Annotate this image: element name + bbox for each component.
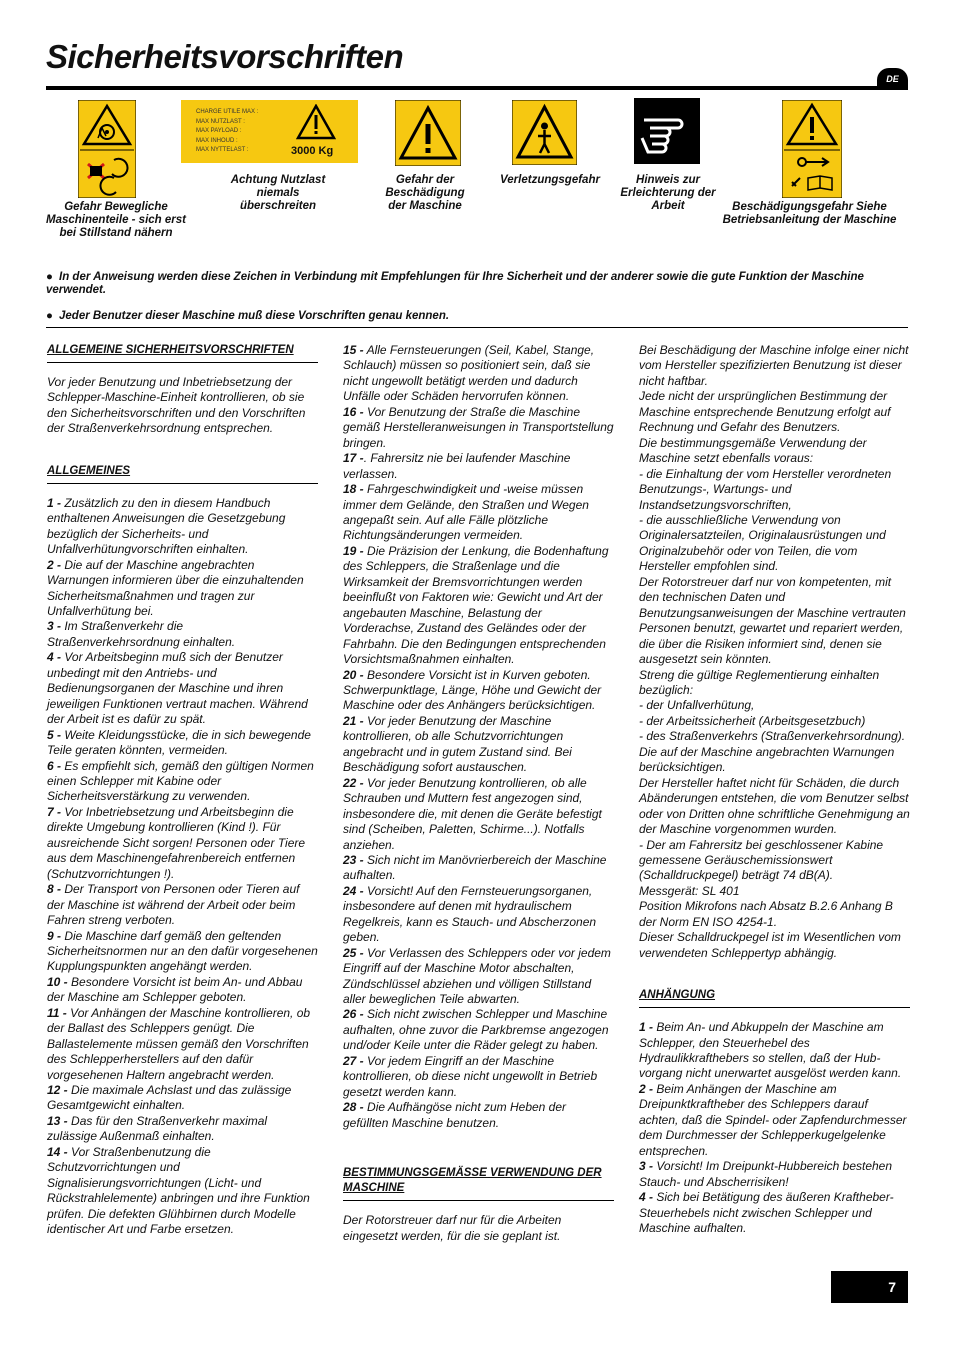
list-item: 19 - Die Präzision der Lenkung, die Bodenhaftung des Schleppers, die Straßenlage und die Wirksamkeit der Bremsvorrichtungen werden beeinflußt von Faktoren wie: Gewicht und Art der angebauten Maschine, Belastung der Vorderachse, Zustand des Geländes oder der Fahrbahn. Die den Bedingungen entsprechenden Vorsichtsmaßnahmen einhalten. xyxy=(343,543,609,667)
list-item: 28 - Die Aufhängöse nicht zum Heben der gefüllten Maschine benutzen. xyxy=(343,1100,567,1130)
intro-bullet xyxy=(46,271,906,297)
list-item: 26 - Sich nicht zwischen Schlepper und Maschine aufhalten, ohne zuvor die Parkbremse angezogen und/oder Keile unter die Räder gelegt zu haben. xyxy=(343,1007,609,1053)
paragraph: - der Unfallverhütung, xyxy=(639,698,755,713)
paragraph: - die Einhaltung der vom Hersteller verordneten Benutzungs-, Wartungs- und Instandsetzungsvorschriften, xyxy=(639,466,892,512)
list-item: 17 -. Fahrersitz nie bei laufender Maschine verlassen. xyxy=(343,451,571,481)
injury-warning-icon xyxy=(512,100,577,165)
paragraph: Die auf der Maschine angebrachten Warnungen berücksichtigen. xyxy=(639,744,895,775)
paragraph: - der Arbeitssicherheit (Arbeitsgesetzbuch) xyxy=(639,713,866,728)
section-heading: BESTIMMUNGSGEMÄSSE VERWENDUNG DER MASCHINE xyxy=(343,1166,614,1201)
moving-parts-warning-icon xyxy=(78,100,136,198)
paragraph: Der Hersteller haftet nicht für Schäden, die durch Abänderungen entstehen, die vom Benutzer selbst oder von Dritten ohne schriftliche Genehmigung an der Maschine vorgenommen wurden. xyxy=(639,775,910,837)
sign-moving-parts xyxy=(78,100,136,198)
list-item: 22 - Vor jeder Benutzung kontrollieren, ob alle Schrauben und Muttern fest angezogen sind, insbesondere die, mit denen die Geräte befestigt sind (Scheiben, Paletten, Schirme...). Notfalls anziehen. xyxy=(343,775,602,852)
list-item: 23 - Sich nicht im Manövrierbereich der Maschine aufhalten. xyxy=(343,852,607,883)
paragraph: Messgerät: SL 401 xyxy=(639,883,740,898)
intro-bullet xyxy=(46,310,906,323)
list-item: 2 - Die auf der Maschine angebrachten Warnungen informieren über die einzuhaltenden Sicherheitsmaßnahmen und tragen zur Unfallverhütung bei. xyxy=(47,557,304,618)
payload-line: MAX INHOUD : xyxy=(196,137,238,144)
list-item: 15 - Alle Fernsteuerungen (Seil, Kabel, Stange, Schlauch) müssen so positioniert sein, daß sie nicht ungewollt betätigt werden und dadurch Unfälle oder Schäden hervorrufen können. xyxy=(343,343,595,404)
column-1 xyxy=(47,343,318,1238)
language-badge: DE xyxy=(877,68,908,90)
paragraph: Streng die gültige Reglementierung einhalten bezüglich: xyxy=(639,667,880,697)
list-item: 24 - Vorsicht! Auf den Fernsteuerungsorganen, insbesondere auf denen mit hydraulischem Regelkreis, kann es Stauch- und Abscherzonen geben. xyxy=(343,883,597,945)
sign-injury xyxy=(512,100,577,165)
caption-moving-parts: Gefahr Bewegliche Maschinenteile - sich erst bei Stillstand nähern xyxy=(46,201,186,239)
list-item: 9 - Die Maschine darf gemäß den geltenden Sicherheitsnormen nur an den dafür vorgesehenen Kupplungspunkten angehängt werden. xyxy=(47,928,318,974)
paragraph: - Der am Fahrersitz bei geschlossener Kabine gemessene Geräuschemissionswert (Schalldruckpegel) beträgt 74 dB(A). xyxy=(639,837,884,883)
paragraph: Die bestimmungsgemäße Verwendung der Maschine setzt ebenfalls voraus: xyxy=(639,435,867,466)
intro-text: Jeder Benutzer dieser Maschine muß diese Vorschriften genau kennen. xyxy=(59,310,450,322)
pointing-hand-icon xyxy=(634,98,700,164)
list-item: 20 - Besondere Vorsicht ist in Kurven geboten. Schwerpunktlage, Länge, Höhe und Gewicht der Maschine oder des Anhängers berücksichtigen. xyxy=(343,667,602,713)
paragraph: Der Rotorstreuer darf nur für die Arbeiten eingesetzt werden, für die sie geplant ist. xyxy=(343,1213,562,1243)
title-rule xyxy=(46,86,908,90)
paragraph: - die ausschließliche Verwendung von Originalersatzteilen, Originalausrüstungen und Originalzubehör oder von Teilen, die vom Hersteller empfohlen sind. xyxy=(639,512,886,574)
page-number: 7 xyxy=(831,1271,908,1303)
list-item: 21 - Vor jeder Benutzung der Maschine kontrollieren, ob alle Schutzvorrichtungen angebracht und in gutem Zustand sind. Bei Beschädigung sofort austauschen. xyxy=(343,713,572,775)
section-heading: ALLGEMEINE SICHERHEITSVORSCHRIFTEN xyxy=(47,343,318,363)
list-item: 16 - Vor Benutzung der Straße die Maschine gemäß Herstelleranweisungen in Transportstellung bringen. xyxy=(343,404,614,450)
warning-triangle-icon xyxy=(395,100,461,166)
caption-machine-damage: Gefahr der Beschädigung der Maschine xyxy=(385,174,465,212)
list-item: 27 - Vor jedem Eingriff an der Maschine kontrollieren, ob diese nicht ungewollt in Betrieb gesetzt werden kann. xyxy=(343,1053,598,1099)
payload-label-list xyxy=(196,108,258,156)
page-title: Sicherheitsvorschriften xyxy=(46,38,404,75)
paragraph: Vor jeder Benutzung und Inbetriebsetzung der Schlepper-Maschine-Einheit kontrollieren, ob sie den Sicherheitsvorschriften und den Vorschriften der Straßenverkehrsordnung entsprechen. xyxy=(47,375,306,436)
paragraph: - des Straßenverkehrs (Straßenverkehrsordnung). xyxy=(639,729,906,744)
caption-see-manual: Beschädigungsgefahr Siehe Betriebsanleitung der Maschine xyxy=(722,201,897,226)
list-item: 5 - Weite Kleidungsstücke, die in sich bewegende Teile geraten könnten, vermeiden. xyxy=(47,727,311,758)
list-item: 4 - Vor Arbeitsbeginn muß sich der Benutzer unbedingt mit den Antriebs- und Bedienungsorganen der Maschine und ihren jeweiligen Funktionen vertraut machen. Während der Arbeit ist es dafür zu spät. xyxy=(47,650,308,727)
list-item: 4 - Sich bei Betätigung des äußeren Kraftheber-Steuerhebels nicht zwischen Schlepper und Maschine aufhalten. xyxy=(639,1190,894,1236)
sign-max-payload xyxy=(181,100,358,163)
list-item: 3 - Vorsicht! Im Dreipunkt-Hubbereich bestehen Stauch- und Abscherrisiken! xyxy=(639,1159,893,1189)
paragraph: Der Rotorstreuer darf nur von kompetenten, mit den technischen Daten und Benutzungsanweisungen der Maschine vertrauten Personen benutzt, gewartet und repariert werden, die über die Risiken informiert sind, denen sie ausgesetzt sein könnten. xyxy=(639,574,906,667)
bullet-icon: ● xyxy=(46,271,53,283)
sign-work-hint xyxy=(634,98,700,164)
payload-line: MAX NYTTELAST : xyxy=(196,147,249,153)
list-item: 1 - Zusätzlich zu den in diesem Handbuch enthaltenen Anweisungen die Gesetzgebung bezüglich der Sicherheits- und Unfallverhütungvorschriften einhalten. xyxy=(47,495,286,557)
payload-line: MAX PAYLOAD : xyxy=(196,128,242,134)
section-divider xyxy=(46,327,908,328)
caption-injury: Verletzungsgefahr xyxy=(500,174,600,186)
read-manual-warning-icon xyxy=(782,100,842,198)
list-item: 14 - Vor Straßenbenutzung die Schutzvorrichtungen und Signalisierungsvorrichtungen (Licht- und Rückstrahlelemente) anbringen und ihre Funktion prüfen. Die defekten Glühbirnen durch Modelle identischer Art und Farbe ersetzen. xyxy=(47,1144,310,1237)
paragraph: Position Mikrofons nach Absatz B.2.6 Anhang B der Norm EN ISO 4254-1. xyxy=(639,899,893,929)
paragraph: Jede nicht der ursprünglichen Bestimmung der Maschine entsprechende Benutzung erfolgt auf Rechnung und Gefahr des Benutzers. xyxy=(639,389,891,435)
section-heading: ALLGEMEINES xyxy=(47,464,318,484)
list-item: 10 - Besondere Vorsicht ist beim An- und Abbau der Maschine am Schlepper geboten. xyxy=(47,974,303,1005)
list-item: 3 - Im Straßenverkehr die Straßenverkehrsordnung einhalten. xyxy=(47,619,236,649)
caption-max-payload: Achtung Nutzlast niemals überschreiten xyxy=(230,174,326,212)
list-item: 2 - Beim Anhängen der Maschine am Dreipunktkraftheber des Schleppers darauf achten, daß die Spindel- oder Zapfendurchmesser dem Durchmesser der Schlepperkugelgelenke entsprechen. xyxy=(639,1081,907,1158)
list-item: 11 - Vor Anhängen der Maschine kontrollieren, ob der Ballast des Schleppers genügt. Die Ballastelemente müssen gemäß den Vorschriften des Schlepperherstellers auf den dafür vorgesehenen Haltern angebracht werden. xyxy=(47,1005,311,1082)
payload-value: 3000 Kg xyxy=(291,145,334,157)
sign-see-manual xyxy=(782,100,842,198)
section-heading: ANHÄNGUNG xyxy=(639,988,910,1008)
warning-triangle-icon xyxy=(296,104,336,140)
list-item: 8 - Der Transport von Personen oder Tieren auf der Maschine ist während der Arbeit oder beim Fahren streng verboten. xyxy=(47,882,300,928)
paragraph: Bei Beschädigung der Maschine infolge einer nicht vom Hersteller spezifizierten Benutzung ist dieser nicht haftbar. xyxy=(639,343,909,388)
list-item: 12 - Die maximale Achslast und das zulässige Gesamtgewicht einhalten. xyxy=(47,1083,292,1113)
list-item: 13 - Das für den Straßenverkehr maximal zulässige Außenmaß einhalten. xyxy=(47,1113,268,1144)
payload-line: CHARGE UTILE MAX : xyxy=(196,109,259,115)
intro-text: In der Anweisung werden diese Zeichen in Verbindung mit Empfehlungen für Ihre Sicherheit und der anderer sowie die gute Funktion der Maschine verwendet. xyxy=(46,271,864,296)
bullet-icon: ● xyxy=(46,310,53,322)
column-3 xyxy=(639,343,910,1236)
payload-line: MAX NUTZLAST : xyxy=(196,118,245,125)
column-2 xyxy=(343,343,614,1244)
list-item: 18 - Fahrgeschwindigkeit und -weise müssen immer dem Gelände, den Straßen und Wegen angepaßt sein. Auf alle Fälle plötzliche Richtungsänderungen vermeiden. xyxy=(343,482,589,543)
list-item: 25 - Vor Verlassen des Schleppers oder vor jedem Eingriff auf der Maschine Motor abschalten, Zündschlüssel abziehen und völligen Stillstand aller beweglichen Teile abwarten. xyxy=(343,945,611,1007)
list-item: 1 - Beim An- und Abkuppeln der Maschine am Schlepper, den Steuerhebel des Hydraulikkrafthebers so stellen, daß der Hub-vorgang nicht unerwartet ausgelöst werden kann. xyxy=(639,1020,902,1081)
paragraph: Dieser Schalldruckpegel ist im Wesentlichen vom verwendeten Schleppertyp abhängig. xyxy=(639,930,901,960)
list-item: 6 - Es empfiehlt sich, gemäß den gültigen Normen einen Schlepper mit Kabine oder Sicherheitsverstärkung zu verwenden. xyxy=(47,758,314,804)
sign-machine-damage xyxy=(395,100,461,166)
list-item: 7 - Vor Inbetriebsetzung und Arbeitsbeginn die direkte Umgebung kontrollieren (Kind !). Für ausreichende Sicht sorgen! Personen oder Tiere aus dem Maschinengefahrenbereich entfernen (Schutzvorrichtungen !). xyxy=(47,804,306,881)
caption-work-hint: Hinweis zur Erleichterung der Arbeit xyxy=(620,174,716,212)
